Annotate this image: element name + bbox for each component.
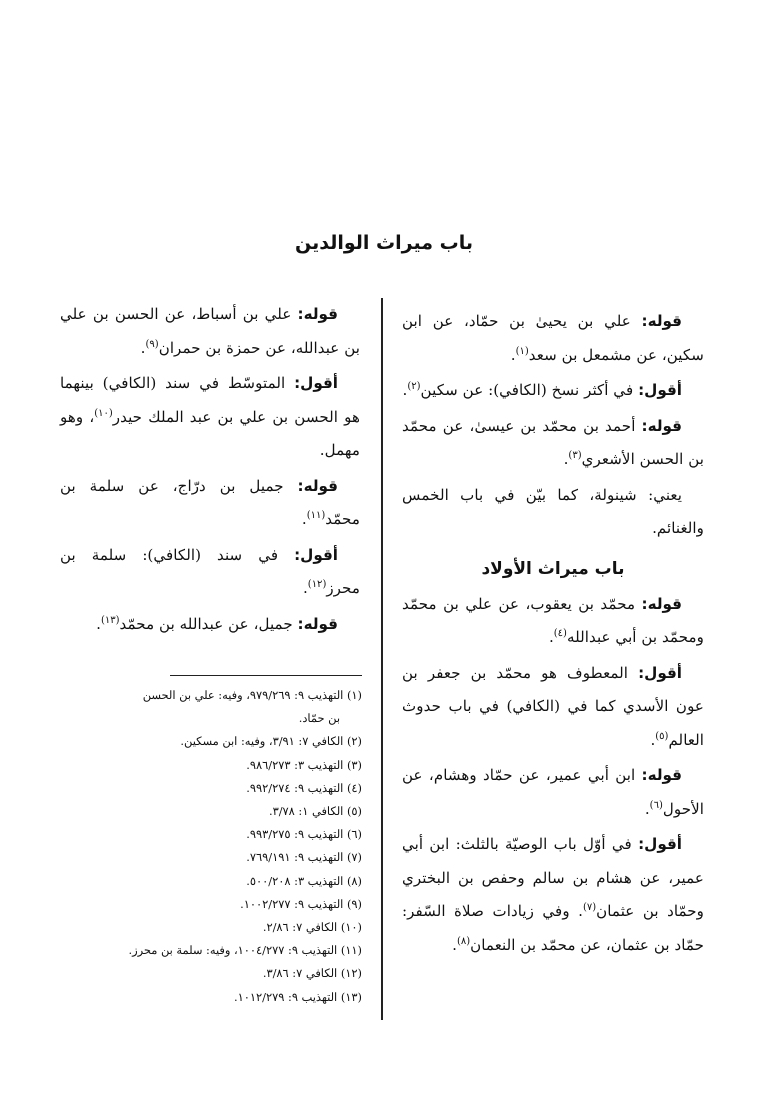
paragraph: قوله: جميل، عن عبدالله بن محمّد$^{(١٣)}$. — [96, 614, 338, 633]
paragraph: قوله: جميل بن درّاج، عن سلمة بن محمّد$^{(١١)}$. — [60, 476, 360, 528]
footnote: (١) التهذيب ٩: ٩٧٩/٢٦٩، وفيه: علي بن الحسن — [142, 688, 362, 702]
footnote-continuation: بن حمّاد. — [298, 711, 340, 726]
footnote-ref[interactable]: (١٣) — [100, 614, 120, 626]
column-divider — [381, 298, 383, 1020]
footnote-ref[interactable]: (٢) — [407, 381, 421, 392]
paragraph: قوله: علي بن أسباط، عن الحسن بن علي بن عبدالله، عن حمزة بن حمران$^{(٩)}$. — [60, 305, 360, 357]
paragraph: قوله: ابن أبي عمير، عن حمّاد وهشام، عن الأحول$^{(٦)}$. — [402, 766, 704, 818]
footnote: (٩) التهذيب ٩: ١٠٠٢/٢٧٧. — [240, 896, 362, 911]
paragraph: أقول: المتوسّط في سند (الكافي) بينهما هو الحسن بن علي بن عبد الملك حيدر$^{(١٠)}$، وهو مهمل. — [60, 374, 360, 459]
footnote: (٨) التهذيب ٣: ٥٠٠/٢٠٨. — [246, 873, 362, 888]
footnote: (٢) الكافي ٧: ٣/٩١، وفيه: ابن مسكين. — [180, 734, 362, 749]
paragraph: يعني: شينولة، كما بيّن في باب الخمس والغنائم. — [402, 485, 704, 537]
footnote-ref[interactable]: (٥) — [655, 730, 669, 742]
footnote-separator — [170, 675, 362, 676]
footnote: (١٠) الكافي ٧: ٢/٨٦. — [262, 920, 362, 935]
footnote: (١٢) الكافي ٧: ٣/٨٦. — [262, 966, 362, 981]
paragraph: أقول: في سند (الكافي): سلمة بن محرز$^{(١٢)}$. — [60, 545, 360, 597]
right-column — [402, 305, 704, 964]
footnote: (٣) التهذيب ٣: ٩٨٦/٢٧٣. — [246, 757, 362, 772]
footnote: (١١) التهذيب ٩: ١٠٠٤/٢٧٧، وفيه: سلمة بن محرز. — [128, 943, 362, 958]
footnote-ref[interactable]: (١٠) — [94, 407, 113, 419]
footnote: (٦) التهذيب ٩: ٩٩٣/٢٧٥. — [246, 827, 362, 842]
footnote-ref[interactable]: (٣) — [568, 450, 582, 461]
chapter-title: باب ميراث الوالدين — [295, 232, 473, 254]
footnote-ref[interactable]: (١) — [515, 345, 529, 357]
footnote: (١٣) التهذيب ٩: ١٠١٢/٢٧٩. — [234, 989, 362, 1004]
paragraph: قوله: علي بن يحيىٰ بن حمّاد، عن ابن سكين، عن مشمعل بن سعد$^{(١)}$. — [402, 312, 704, 364]
footnote-ref[interactable]: (١١) — [306, 510, 326, 521]
section-title: باب ميراث الأولاد — [481, 558, 625, 579]
footnote-ref[interactable]: (٩) — [145, 338, 159, 350]
footnote-ref[interactable]: (١٢) — [307, 579, 327, 590]
left-column — [60, 298, 360, 643]
footnotes — [60, 684, 362, 1009]
footnote-ref[interactable]: (٦) — [649, 799, 663, 811]
footnote: (٧) التهذيب ٩: ٧٦٩/١٩١. — [246, 850, 362, 865]
footnote: (٤) التهذيب ٩: ٩٩٢/٢٧٤. — [246, 780, 362, 795]
paragraph: قوله: أحمد بن محمّد بن عيسىٰ، عن محمّد بن الحسن الأشعري$^{(٣)}$. — [402, 416, 704, 468]
footnote-ref[interactable]: (٧) — [582, 902, 597, 913]
footnote-ref[interactable]: (٤) — [553, 628, 567, 639]
paragraph: قوله: محمّد بن يعقوب، عن علي بن محمّد ومحمّد بن أبي عبدالله$^{(٤)}$. — [402, 594, 704, 646]
paragraph: أقول: المعطوف هو محمّد بن جعفر بن عون الأسدي كما في (الكافي) في باب حدوث العالم$^{(٥)}$. — [402, 663, 704, 749]
paragraph: أقول: في أوّل باب الوصيّة بالثلث: ابن أبي عمير، عن هشام بن سالم وحفص بن البختري وحمّاد بن عثمان$^{(٧)}$. وفي زيادات صلاة السّفر: حمّاد بن عثمان، عن محمّد بن النعمان$^{(٨)}$. — [402, 835, 705, 954]
paragraph: أقول: في أكثر نسخ (الكافي): عن سكين$^{(٢)}$. — [402, 381, 682, 399]
footnote-ref[interactable]: (٨) — [456, 935, 471, 947]
footnote: (٥) الكافي ١: ٣/٧٨. — [268, 804, 362, 819]
